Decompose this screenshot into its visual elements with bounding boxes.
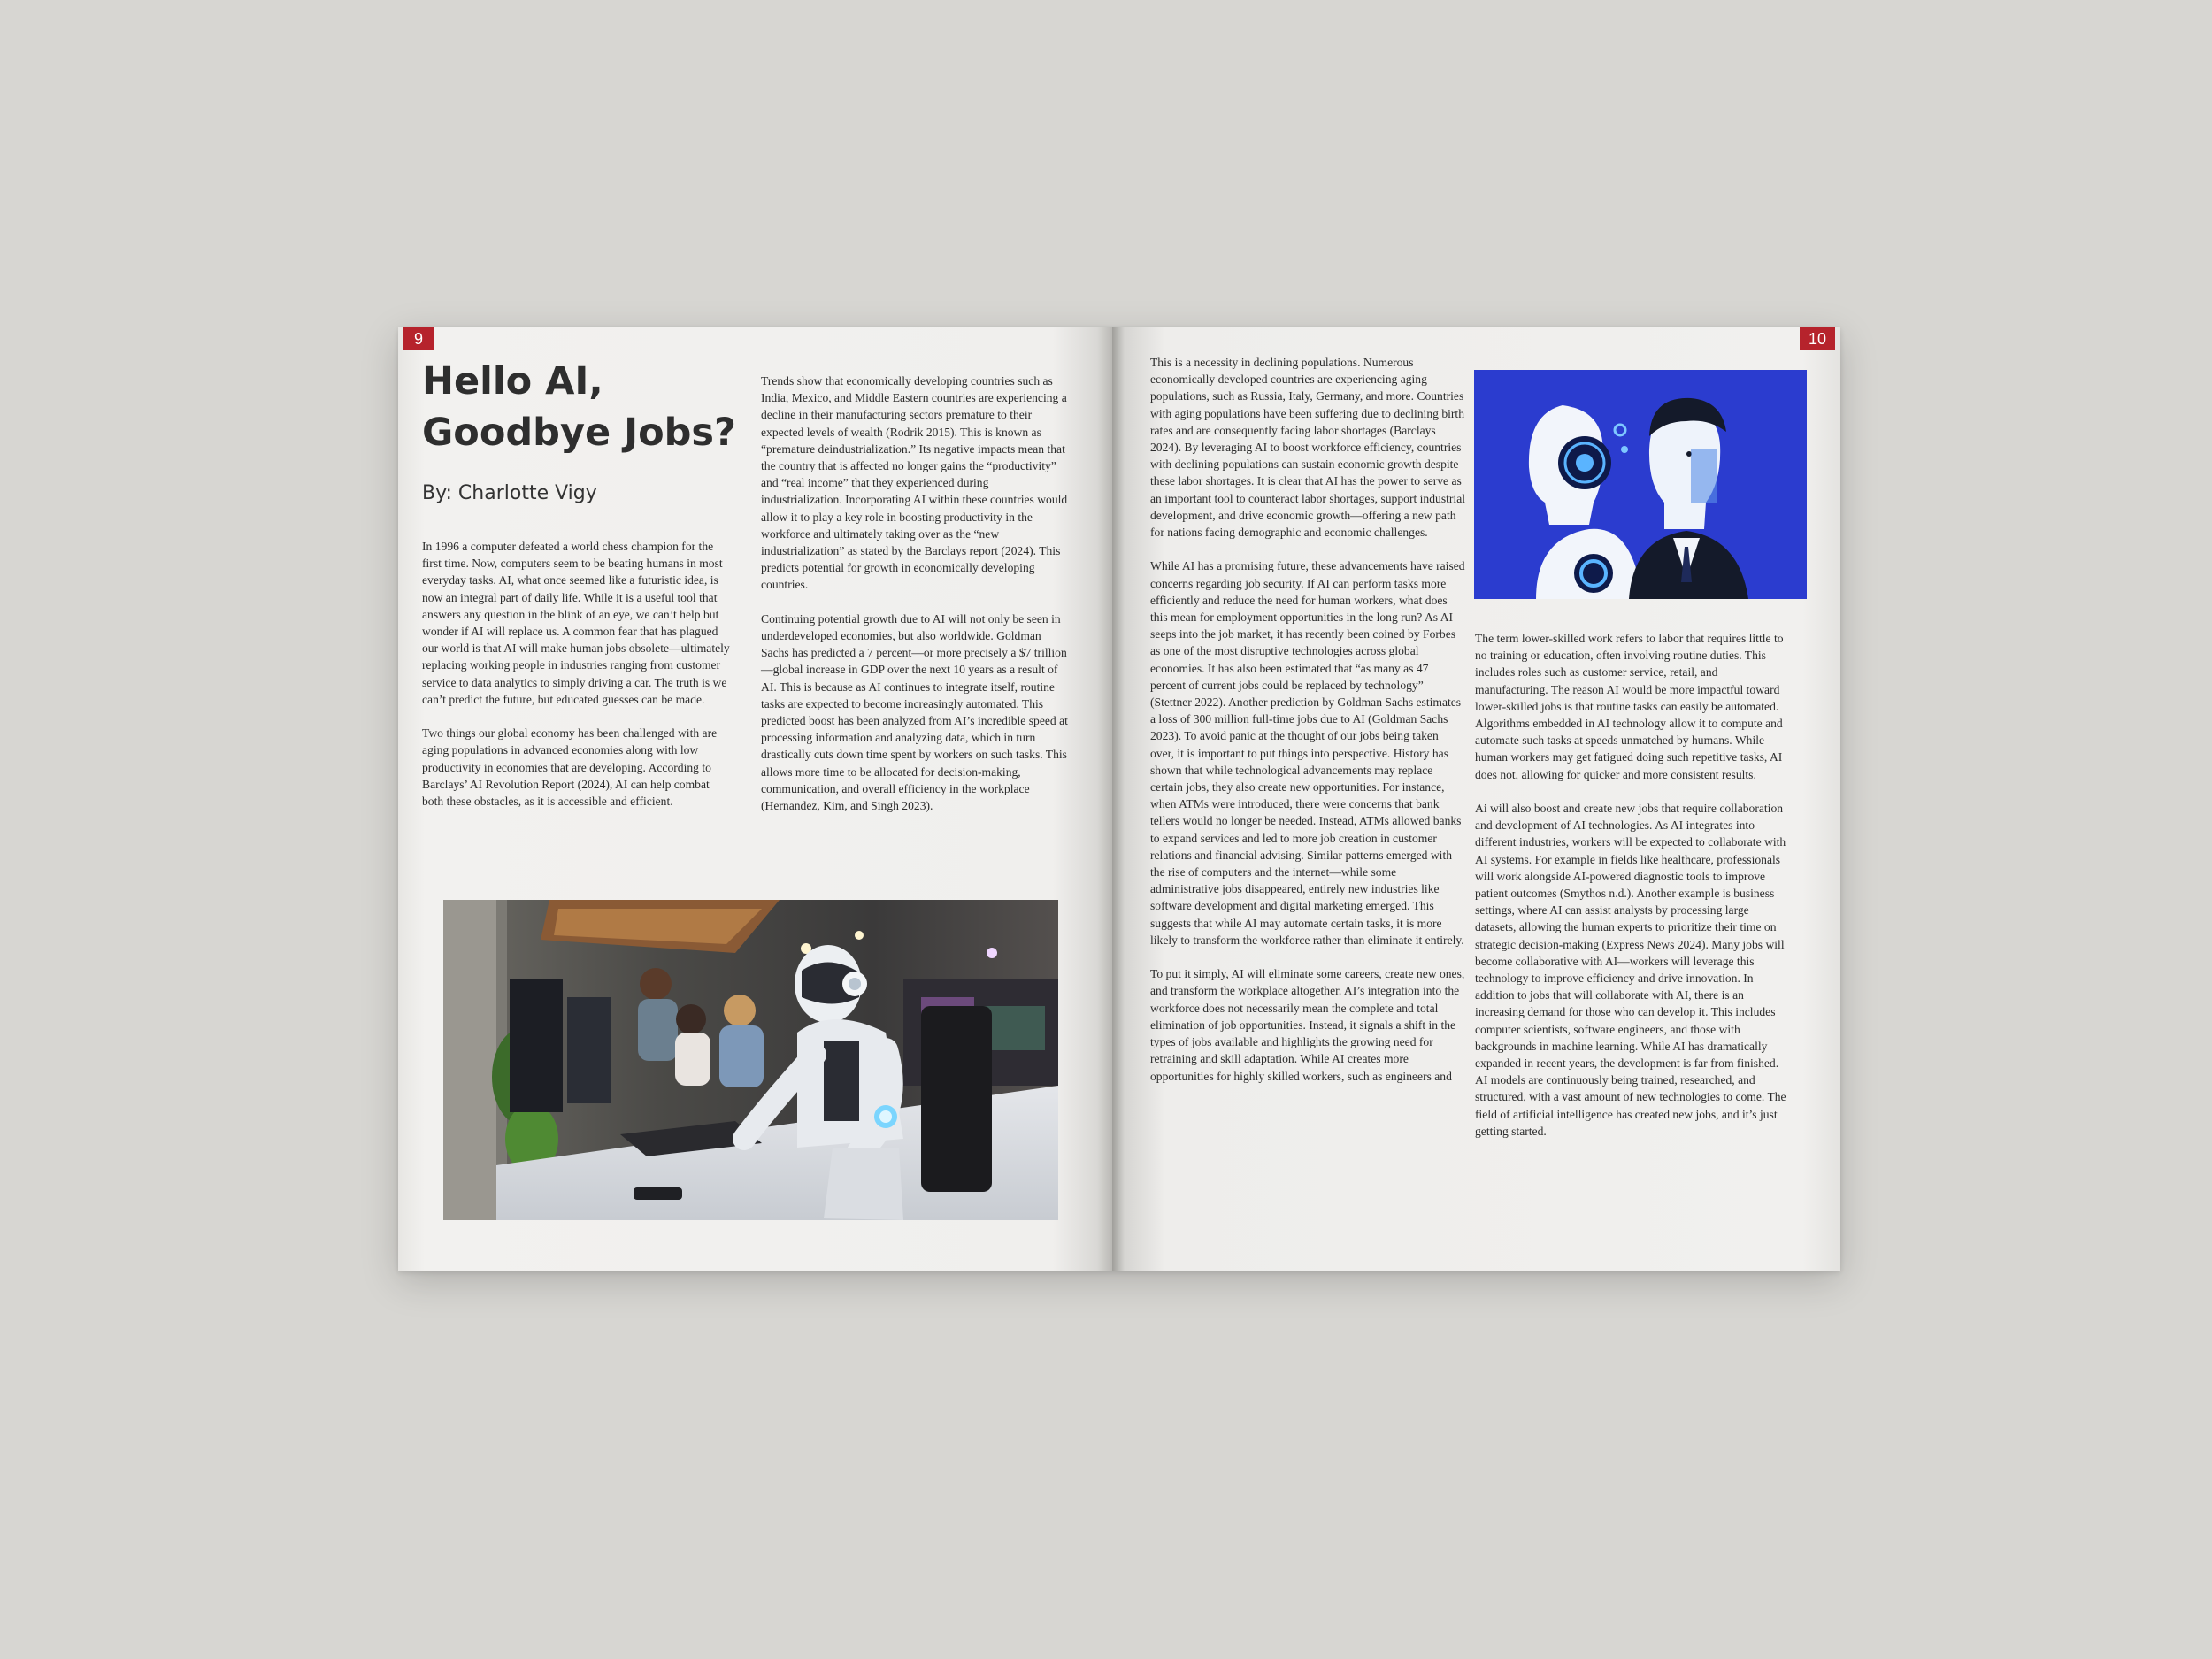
paragraph: In 1996 a computer defeated a world chess champion for the first time. Now, computers seem to be beating humans in most everyday tasks. AI, what once seemed like a futuristic idea, is now an integral part of daily life. While it is a useful tool that answers any question in the blink of an eye, we can’t help but wonder if AI will replace us. A common fear that has plagued our world is that AI will make human jobs obsolete—ultimately replacing working people in industries ranging from customer service to data analytics to simply driving a car. The truth is we can’t predict the future, but educated guesses can be made. [422, 540, 730, 706]
magazine-spread [398, 327, 1840, 1271]
article-byline: By: Charlotte Vigy [422, 482, 597, 504]
paragraph: This is a necessity in declining populations. Numerous economically developed countries are experiencing aging populations, such as Russia, Italy, Germany, and more. Countries with aging populations have been suffering due to declining birth rates and are consequently facing labor shortages (Barclays 2024). By leveraging AI to boost workforce efficiency, countries with declining populations can sustain economic growth despite these labor shortages. It is clear that AI has the power to serve as an important tool to counteract labor shortages, support industrial development, and drive economic growth—offering a new path for nations facing demographic and economic challenges. [1150, 356, 1465, 540]
page-number-right: 10 [1800, 327, 1835, 350]
right-column-1 [1150, 354, 1465, 1085]
article-title: Hello AI, Goodbye Jobs? [422, 359, 736, 455]
left-column-2 [761, 373, 1071, 814]
paragraph: To put it simply, AI will eliminate some careers, create new ones, and transform the workplace altogether. AI’s integration into the workforce does not necessarily mean the complete and total elimination of job opportunities. Instead, it signals a shift in the types of jobs available and highlights the growing need for retraining and skill adaptation. While AI creates more opportunities for highly skilled workers, such as engineers and [1150, 967, 1465, 1083]
page-number-left: 9 [403, 327, 434, 350]
paragraph: While AI has a promising future, these advancements have raised concerns regarding job security. If AI can perform tasks more efficiently and reduce the need for human workers, what does this mean for employment opportunities in the long run? As AI seeps into the job market, it has recently been coined by Forbes as one of the most disruptive technologies across global economies. It has also been estimated that “as many as 47 percent of current jobs could be replaced by technology” (Stettner 2022). Another prediction by Goldman Sachs estimates a loss of 300 million full-time jobs due to AI (Goldman Sachs 2023). To avoid panic at the thought of our jobs being taken over, it is important to put things into perspective. History has shown that while technological advancements may replace certain jobs, they also create new opportunities. For instance, when ATMs were introduced, there were concerns that bank tellers would no longer be needed. Instead, ATMs allowed banks to expand services and led to more job creation in customer relations and financial advising. Similar patterns emerged with the rise of computers and the internet—while some administrative jobs disappeared, entirely new industries like software development and digital marketing emerged. This suggests that while AI may automate certain tasks, it is more likely to transform the workforce rather than eliminate it entirely. [1150, 559, 1465, 947]
office-robot-photo [443, 900, 1058, 1220]
paragraph: Continuing potential growth due to AI will not only be seen in underdeveloped economies, but also worldwide. Goldman Sachs has predicted a 7 percent—or more precisely a $7 trillion—global increase in GDP over the next 10 years as a result of AI. This is because as AI continues to integrate itself, routine tasks are expected to become increasingly automated. This predicted boost has been analyzed from AI’s incredible speed at processing information and analyzing data, which in turn drastically cuts down time spent by workers on such tasks. This allows more time to be allocated for decision-making, communication, and overall efficiency in the workplace (Hernandez, Kim, and Singh 2023). [761, 611, 1068, 813]
paragraph: The term lower-skilled work refers to labor that requires little to no training or education, often involving routine duties. This includes roles such as customer service, retail, and manufacturing. The reason AI would be more impactful toward lower-skilled jobs is that routine tasks can easily be automated. Algorithms embedded in AI technology allow it to compute and automate such tasks at speeds unmatched by humans. While human workers may get fatigued doing such repetitive tasks, AI does not, allowing for quicker and more consistent results. [1475, 632, 1784, 781]
paragraph: Trends show that economically developing countries such as India, Mexico, and Middle Eastern countries are experiencing a decline in their manufacturing sectors premature to their expected levels of wealth (Rodrik 2015). This is known as “premature deindustrialization.” Its negative impacts mean that the country that is affected no longer gains the “productivity” and “real income” that they experienced during industrialization. Incorporating AI within these countries would allow it to play a key role in boosting productivity in the workforce and ultimately taking over as the “new industrialization” as stated by the Barclays report (2024). This predicts potential for growth in economically developing countries. [761, 374, 1068, 592]
right-page [1112, 327, 1840, 1271]
left-page [398, 327, 1112, 1271]
right-column-2 [1475, 630, 1792, 1140]
left-column-1 [422, 538, 732, 810]
paragraph: Two things our global economy has been challenged with are aging populations in advanced economies along with low productivity in economies that are developing. According to Barclays’ AI Revolution Report (2024), AI can help combat both these obstacles, as it is accessible and efficient. [422, 726, 718, 809]
ai-human-illustration [1474, 370, 1807, 599]
paragraph: Ai will also boost and create new jobs that require collaboration and development of AI technologies. As AI integrates into different industries, workers will be expected to collaborate with AI systems. For example in fields like healthcare, professionals will work alongside AI-powered diagnostic tools to improve patient outcomes (Smythos n.d.). Another example is business settings, where AI can assist analysts by processing large datasets, allowing the human experts to prioritize their time on strategic decision-making (Express News 2024). Many jobs will become collaborative with AI—workers will leverage this technology to improve efficiency and drive innovation. In addition to jobs that will collaborate with AI, there is an increasing demand for those who can develop it. This includes computer scientists, software engineers, and those with backgrounds in machine learning. While AI has dramatically expanded in recent years, the development is far from finished. AI models are continuously being trained, researched, and structured, with a vast amount of new technologies to come. The field of artificial intelligence has created new jobs, and it’s just getting started. [1475, 802, 1786, 1138]
